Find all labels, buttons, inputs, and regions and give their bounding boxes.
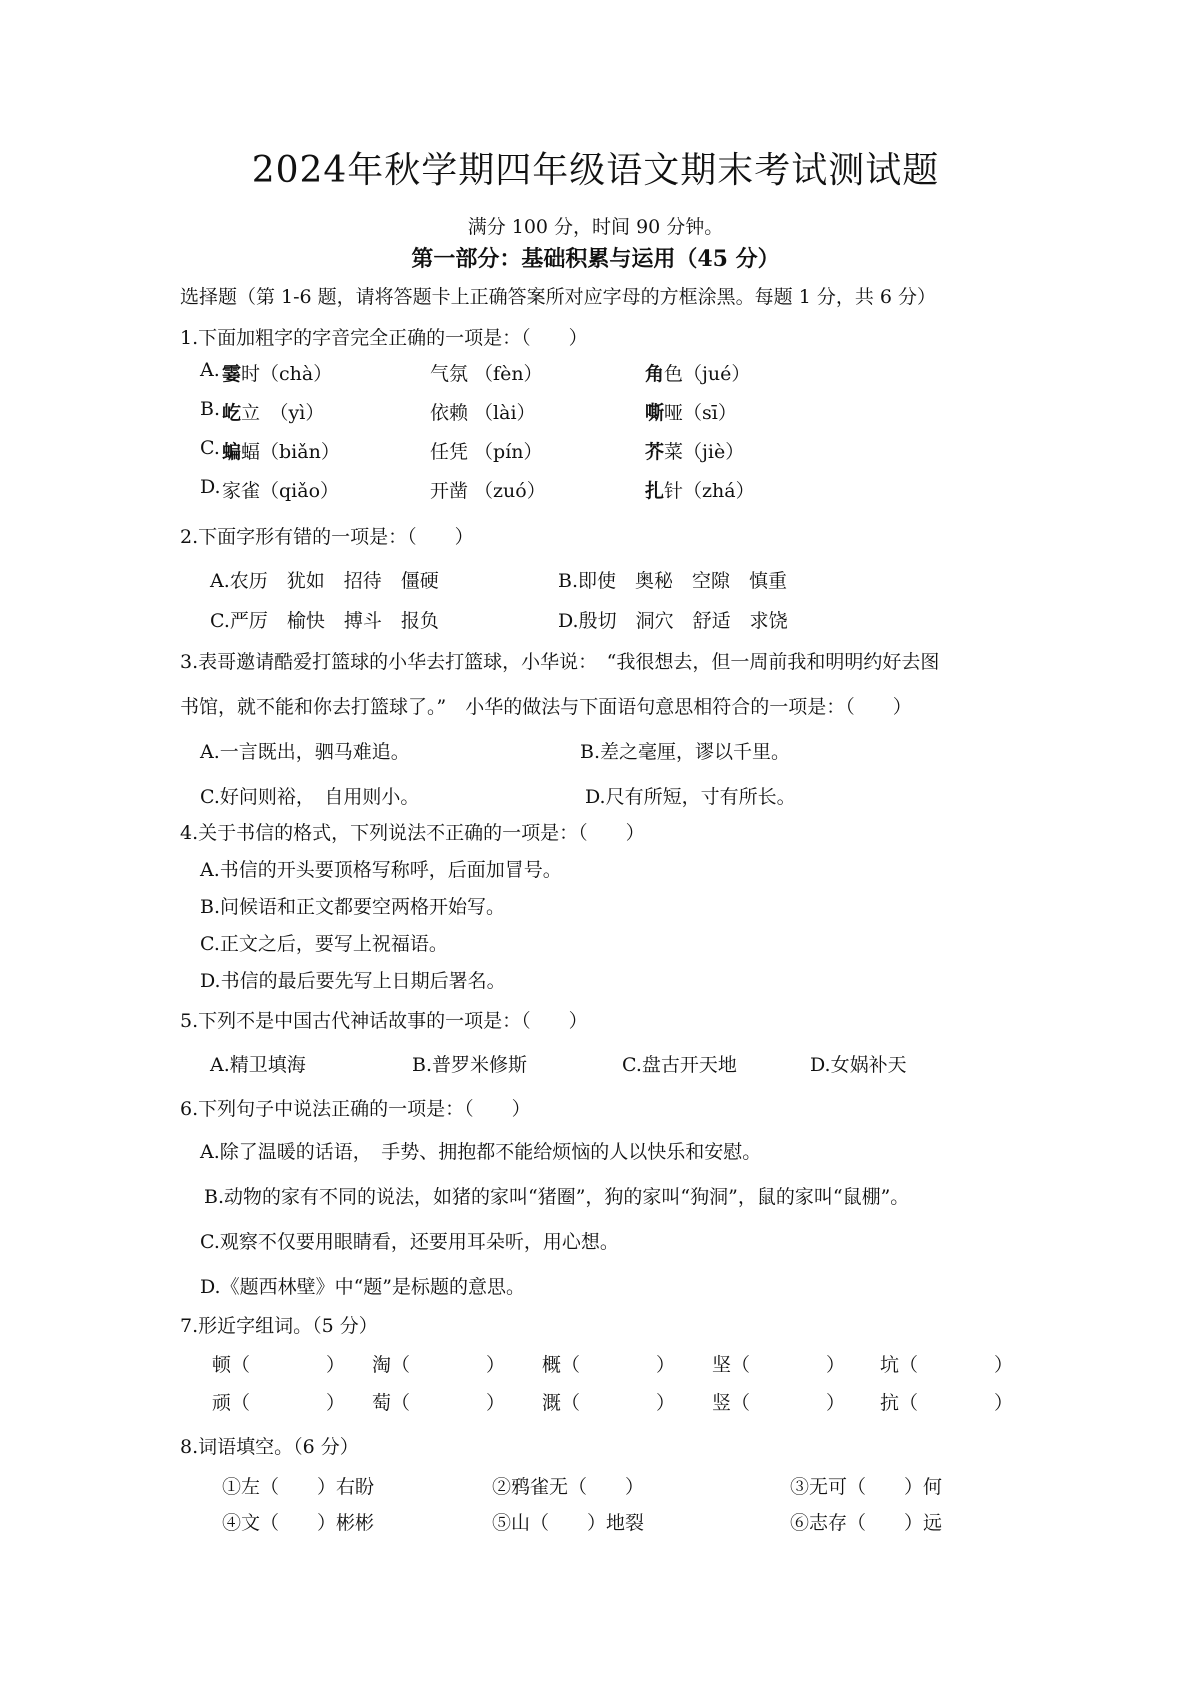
option-item: 气氛 （fèn） [430, 363, 543, 385]
question-2-option-b: B.即使 奥秘 空隙 慎重 [558, 570, 788, 592]
question-6-option-a: A.除了温暖的话语， 手势、拥抱都不能给烦恼的人以快乐和安慰。 [200, 1141, 762, 1163]
question-5-stem: 5.下列不是中国古代神话故事的一项是：（ ） [180, 1010, 588, 1032]
question-3-stem: 3.表哥邀请酷爱打篮球的小华去打篮球，小华说： “我很想去，但一周前我和明明约好去图 [180, 651, 940, 673]
option-label: C. [200, 437, 220, 459]
option-item: 扎针（zhá） [645, 480, 755, 502]
option-item: 蝙蝠（biǎn） [222, 441, 340, 463]
idiom-blank: ②鸦雀无（ ） [492, 1476, 645, 1498]
word-blank: 抗（ ） [880, 1392, 1014, 1414]
question-6-option-b: B.动物的家有不同的说法，如猪的家叫“猪圈”，狗的家叫“狗洞”，鼠的家叫“鼠棚”。 [204, 1186, 910, 1208]
question-4-option-a: A.书信的开头要顶格写称呼，后面加冒号。 [200, 859, 562, 881]
option-label: B. [200, 398, 221, 420]
question-3-option-c: C.好问则裕， 自用则小。 [200, 786, 420, 808]
option-item: 家雀（qiǎo） [222, 480, 340, 502]
exam-info: 满分 100 分，时间 90 分钟。 [467, 216, 724, 238]
option-item: 屹立 （yì） [222, 402, 325, 424]
question-3-option-b: B.差之毫厘，谬以千里。 [580, 741, 791, 763]
instructions: 选择题（第 1-6 题，请将答题卡上正确答案所对应字母的方框涂黑。每题 1 分，共 6 分） [180, 286, 937, 308]
word-blank: 概（ ） [542, 1354, 676, 1376]
word-blank: 淘（ ） [372, 1354, 506, 1376]
word-blank: 萄（ ） [372, 1392, 506, 1414]
option-item: 霎时（chà） [222, 363, 333, 385]
option-item: 角色（jué） [645, 363, 751, 385]
question-7-stem: 7.形近字组词。（5 分） [180, 1315, 378, 1337]
option-item: 任凭 （pín） [430, 441, 543, 463]
option-item: 芥菜（jiè） [645, 441, 745, 463]
word-blank: 溉（ ） [542, 1392, 676, 1414]
question-3-stem-cont: 书馆，就不能和你去打篮球了。” 小华的做法与下面语句意思相符合的一项是：（ ） [180, 696, 912, 718]
question-2-option-c: C.严厉 榆快 搏斗 报负 [210, 610, 439, 632]
page-title: 2024年秋学期四年级语文期末考试测试题 [251, 150, 940, 191]
option-item: 开凿 （zuó） [430, 480, 546, 502]
question-4-option-b: B.问候语和正文都要空两格开始写。 [200, 896, 506, 918]
option-item: 嘶哑（sī） [645, 402, 737, 424]
question-2-stem: 2.下面字形有错的一项是：（ ） [180, 526, 474, 548]
question-6-stem: 6.下列句子中说法正确的一项是：（ ） [180, 1098, 531, 1120]
question-4-option-d: D.书信的最后要先写上日期后署名。 [200, 970, 506, 992]
question-4-option-c: C.正文之后，要写上祝福语。 [200, 933, 448, 955]
word-blank: 顽（ ） [212, 1392, 346, 1414]
option-label: D. [200, 476, 221, 498]
question-5-option-d: D.女娲补天 [810, 1054, 907, 1076]
question-3-option-d: D.尺有所短，寸有所长。 [585, 786, 796, 808]
question-6-option-d: D.《题西林壁》中“题”是标题的意思。 [200, 1276, 526, 1298]
idiom-blank: ①左（ ）右盼 [222, 1476, 375, 1498]
idiom-blank: ④文（ ）彬彬 [222, 1512, 375, 1534]
question-2-option-a: A.农历 犹如 招待 僵硬 [210, 570, 439, 592]
option-label: A. [200, 359, 220, 381]
question-6-option-c: C.观察不仅要用眼睛看，还要用耳朵听，用心想。 [200, 1231, 619, 1253]
question-5-option-c: C.盘古开天地 [622, 1054, 737, 1076]
word-blank: 坑（ ） [880, 1354, 1014, 1376]
question-8-stem: 8.词语填空。（6 分） [180, 1436, 359, 1458]
question-5-option-b: B.普罗米修斯 [412, 1054, 528, 1076]
idiom-blank: ③无可（ ）何 [790, 1476, 943, 1498]
question-3-option-a: A.一言既出，驷马难追。 [200, 741, 410, 763]
idiom-blank: ⑤山（ ）地裂 [492, 1512, 645, 1534]
word-blank: 竖（ ） [712, 1392, 846, 1414]
question-1-stem: 1.下面加粗字的字音完全正确的一项是：（ ） [180, 327, 588, 349]
question-4-stem: 4.关于书信的格式，下列说法不正确的一项是：（ ） [180, 822, 645, 844]
question-5-option-a: A.精卫填海 [210, 1054, 306, 1076]
idiom-blank: ⑥志存（ ）远 [790, 1512, 943, 1534]
word-blank: 顿（ ） [212, 1354, 346, 1376]
option-item: 依赖 （lài） [430, 402, 536, 424]
word-blank: 坚（ ） [712, 1354, 846, 1376]
section-title: 第一部分：基础积累与运用（45 分） [411, 246, 780, 272]
question-2-option-d: D.殷切 洞穴 舒适 求饶 [558, 610, 788, 632]
